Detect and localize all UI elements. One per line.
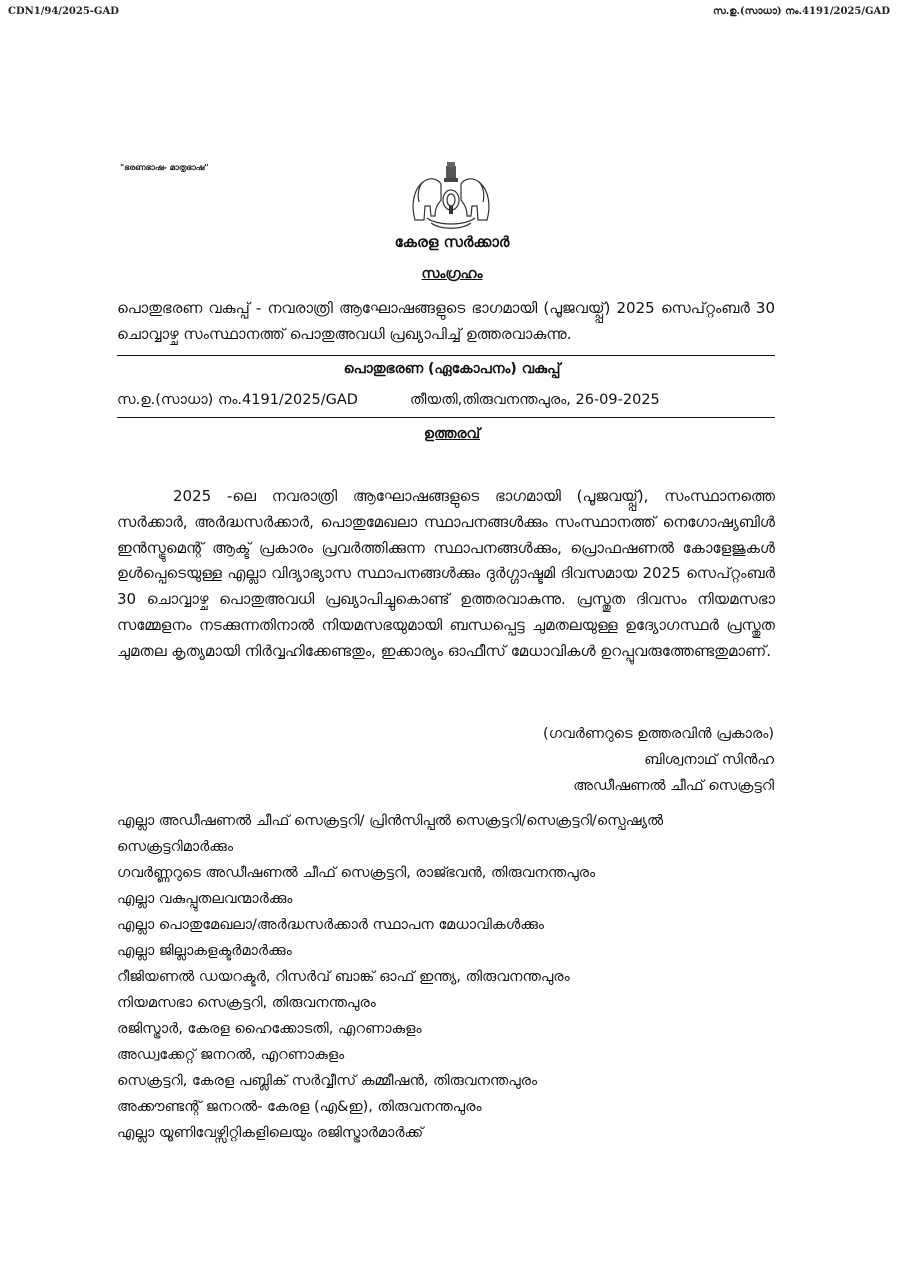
kerala-emblem-icon bbox=[405, 160, 497, 232]
subject-text: പൊതുഭരണ വകുപ്പ് - നവരാത്രി ആഘോഷങ്ങളുടെ ഭാഗമായി (പൂജവയ്പ്പ്) 2025 സെപ്റ്റംബർ 30 ചൊവ്വാഴ്ച സംസ്ഥാനത്ത് പൊതുഅവധി പ്രഖ്യാപിച്ച് ഉത്തരവാകുന്നു. bbox=[117, 299, 775, 343]
recipient-item: എല്ലാ ജില്ലാകളക്ടർമാർക്കും bbox=[117, 943, 292, 959]
divider-bottom bbox=[117, 417, 775, 418]
document-title: സംഗ്രഹം bbox=[421, 266, 483, 282]
order-date: തീയതി,തിരുവനന്തപുരം, 26-09-2025 bbox=[410, 392, 660, 408]
document-reference-left: CDN1/94/2025-GAD bbox=[8, 6, 119, 17]
recipient-list bbox=[117, 808, 737, 1146]
order-number: സ.ഉ.(സാധാ) നം.4191/2025/GAD bbox=[117, 392, 358, 408]
recipient-item: എല്ലാ യൂണിവേഴ്സിറ്റികളിലെയും രജിസ്ട്രാർമാർക്ക് bbox=[117, 1125, 424, 1141]
divider-top bbox=[117, 355, 775, 356]
recipient-item: അക്കൗണ്ടന്റ് ജനറൽ- കേരള (എ&ഇ), തിരുവനന്തപുരം bbox=[117, 1099, 482, 1115]
recipient-item: എല്ലാ അഡീഷണൽ ചീഫ് സെക്രട്ടറി/ പ്രിൻസിപ്പൽ സെക്രട്ടറി/സെക്രട്ടറി/സ്പെഷ്യൽ സെക്രട്ടറിമാർക്കും bbox=[117, 813, 664, 855]
recipient-item: ഗവർണ്ണറുടെ അഡീഷണൽ ചീഫ് സെക്രട്ടറി, രാജ്ഭവൻ, തിരുവനന്തപുരം bbox=[117, 865, 596, 881]
recipient-item: എല്ലാ പൊതുമേഖലാ/അർദ്ധസർക്കാർ സ്ഥാപന മേധാവികൾക്കും bbox=[117, 917, 544, 933]
recipient-item: രജിസ്ട്രാർ, കേരള ഹൈക്കോടതി, എറണാകുളം bbox=[117, 1021, 422, 1037]
recipient-item: നിയമസഭാ സെക്രട്ടറി, തിരുവനന്തപുരം bbox=[117, 995, 376, 1011]
government-name: കേരള സർക്കാർ bbox=[394, 233, 510, 251]
signatory-name: ബിശ്വനാഥ് സിൻഹ bbox=[644, 752, 774, 768]
recipient-item: എല്ലാ വകുപ്പുതലവന്മാർക്കും bbox=[117, 891, 293, 907]
tagline: "ഭരണഭാഷ- മാതൃഭാഷ" bbox=[120, 163, 209, 172]
recipient-item: സെക്രട്ടറി, കേരള പബ്ലിക് സർവ്വീസ് കമ്മീഷൻ, തിരുവനന്തപുരം bbox=[117, 1073, 538, 1089]
recipient-item: റീജിയണൽ ഡയറക്ടർ, റിസർവ് ബാങ്ക് ഓഫ് ഇന്ത്യ, തിരുവനന്തപുരം bbox=[117, 969, 570, 985]
order-heading: ഉത്തരവ് bbox=[423, 426, 481, 442]
department-name: പൊതുഭരണ (ഏകോപനം) വകുപ്പ് bbox=[343, 361, 561, 377]
signatory-designation: അഡീഷണൽ ചീഫ് സെക്രട്ടറി bbox=[573, 778, 774, 794]
signature-authority: (ഗവർണറുടെ ഉത്തരവിൻ പ്രകാരം) bbox=[543, 726, 774, 742]
order-body: 2025 -ലെ നവരാത്രി ആഘോഷങ്ങളുടെ ഭാഗമായി (പൂജവയ്പ്പ്), സംസ്ഥാനത്തെ സർക്കാർ, അർദ്ധസർക്കാർ, പൊതുമേഖലാ സ്ഥാപനങ്ങൾക്കും സംസ്ഥാനത്ത് നെഗോഷ്യബിൾ ഇൻസ്ട്രുമെന്റ് ആക്ട് പ്രകാരം പ്രവർത്തിക്കുന്ന സ്ഥാപനങ്ങൾക്കും, പ്രൊഫഷണൽ കോളേജുകൾ ഉൾപ്പെടെയുള്ള എല്ലാ വിദ്യാഭ്യാസ സ്ഥാപനങ്ങൾക്കും ദുർഗ്ഗാഷ്ടമി ദിവസമായ 2025 സെപ്റ്റംബർ 30 ചൊവ്വാഴ്ച പൊതുഅവധി പ്രഖ്യാപിച്ചുകൊണ്ട് ഉത്തരവാകുന്നു. പ്രസ്തുത ദിവസം നിയമസഭാ സമ്മേളനം നടക്കുന്നതിനാൽ നിയമസഭയുമായി ബന്ധപ്പെട്ട ചുമതലയുള്ള ഉദ്യോഗസ്ഥർ പ്രസ്തുത ചുമതല കൃത്യമായി നിർവ്വഹിക്കേണ്ടതും, ഇക്കാര്യം ഓഫീസ് മേധാവികൾ ഉറപ്പുവരുത്തേണ്ടതുമാണ്. bbox=[117, 487, 775, 660]
recipient-item: അഡ്വക്കേറ്റ് ജനറൽ, എറണാകുളം bbox=[117, 1047, 345, 1063]
document-reference-right: സ.ഉ.(സാധാ) നം.4191/2025/GAD bbox=[712, 6, 890, 17]
